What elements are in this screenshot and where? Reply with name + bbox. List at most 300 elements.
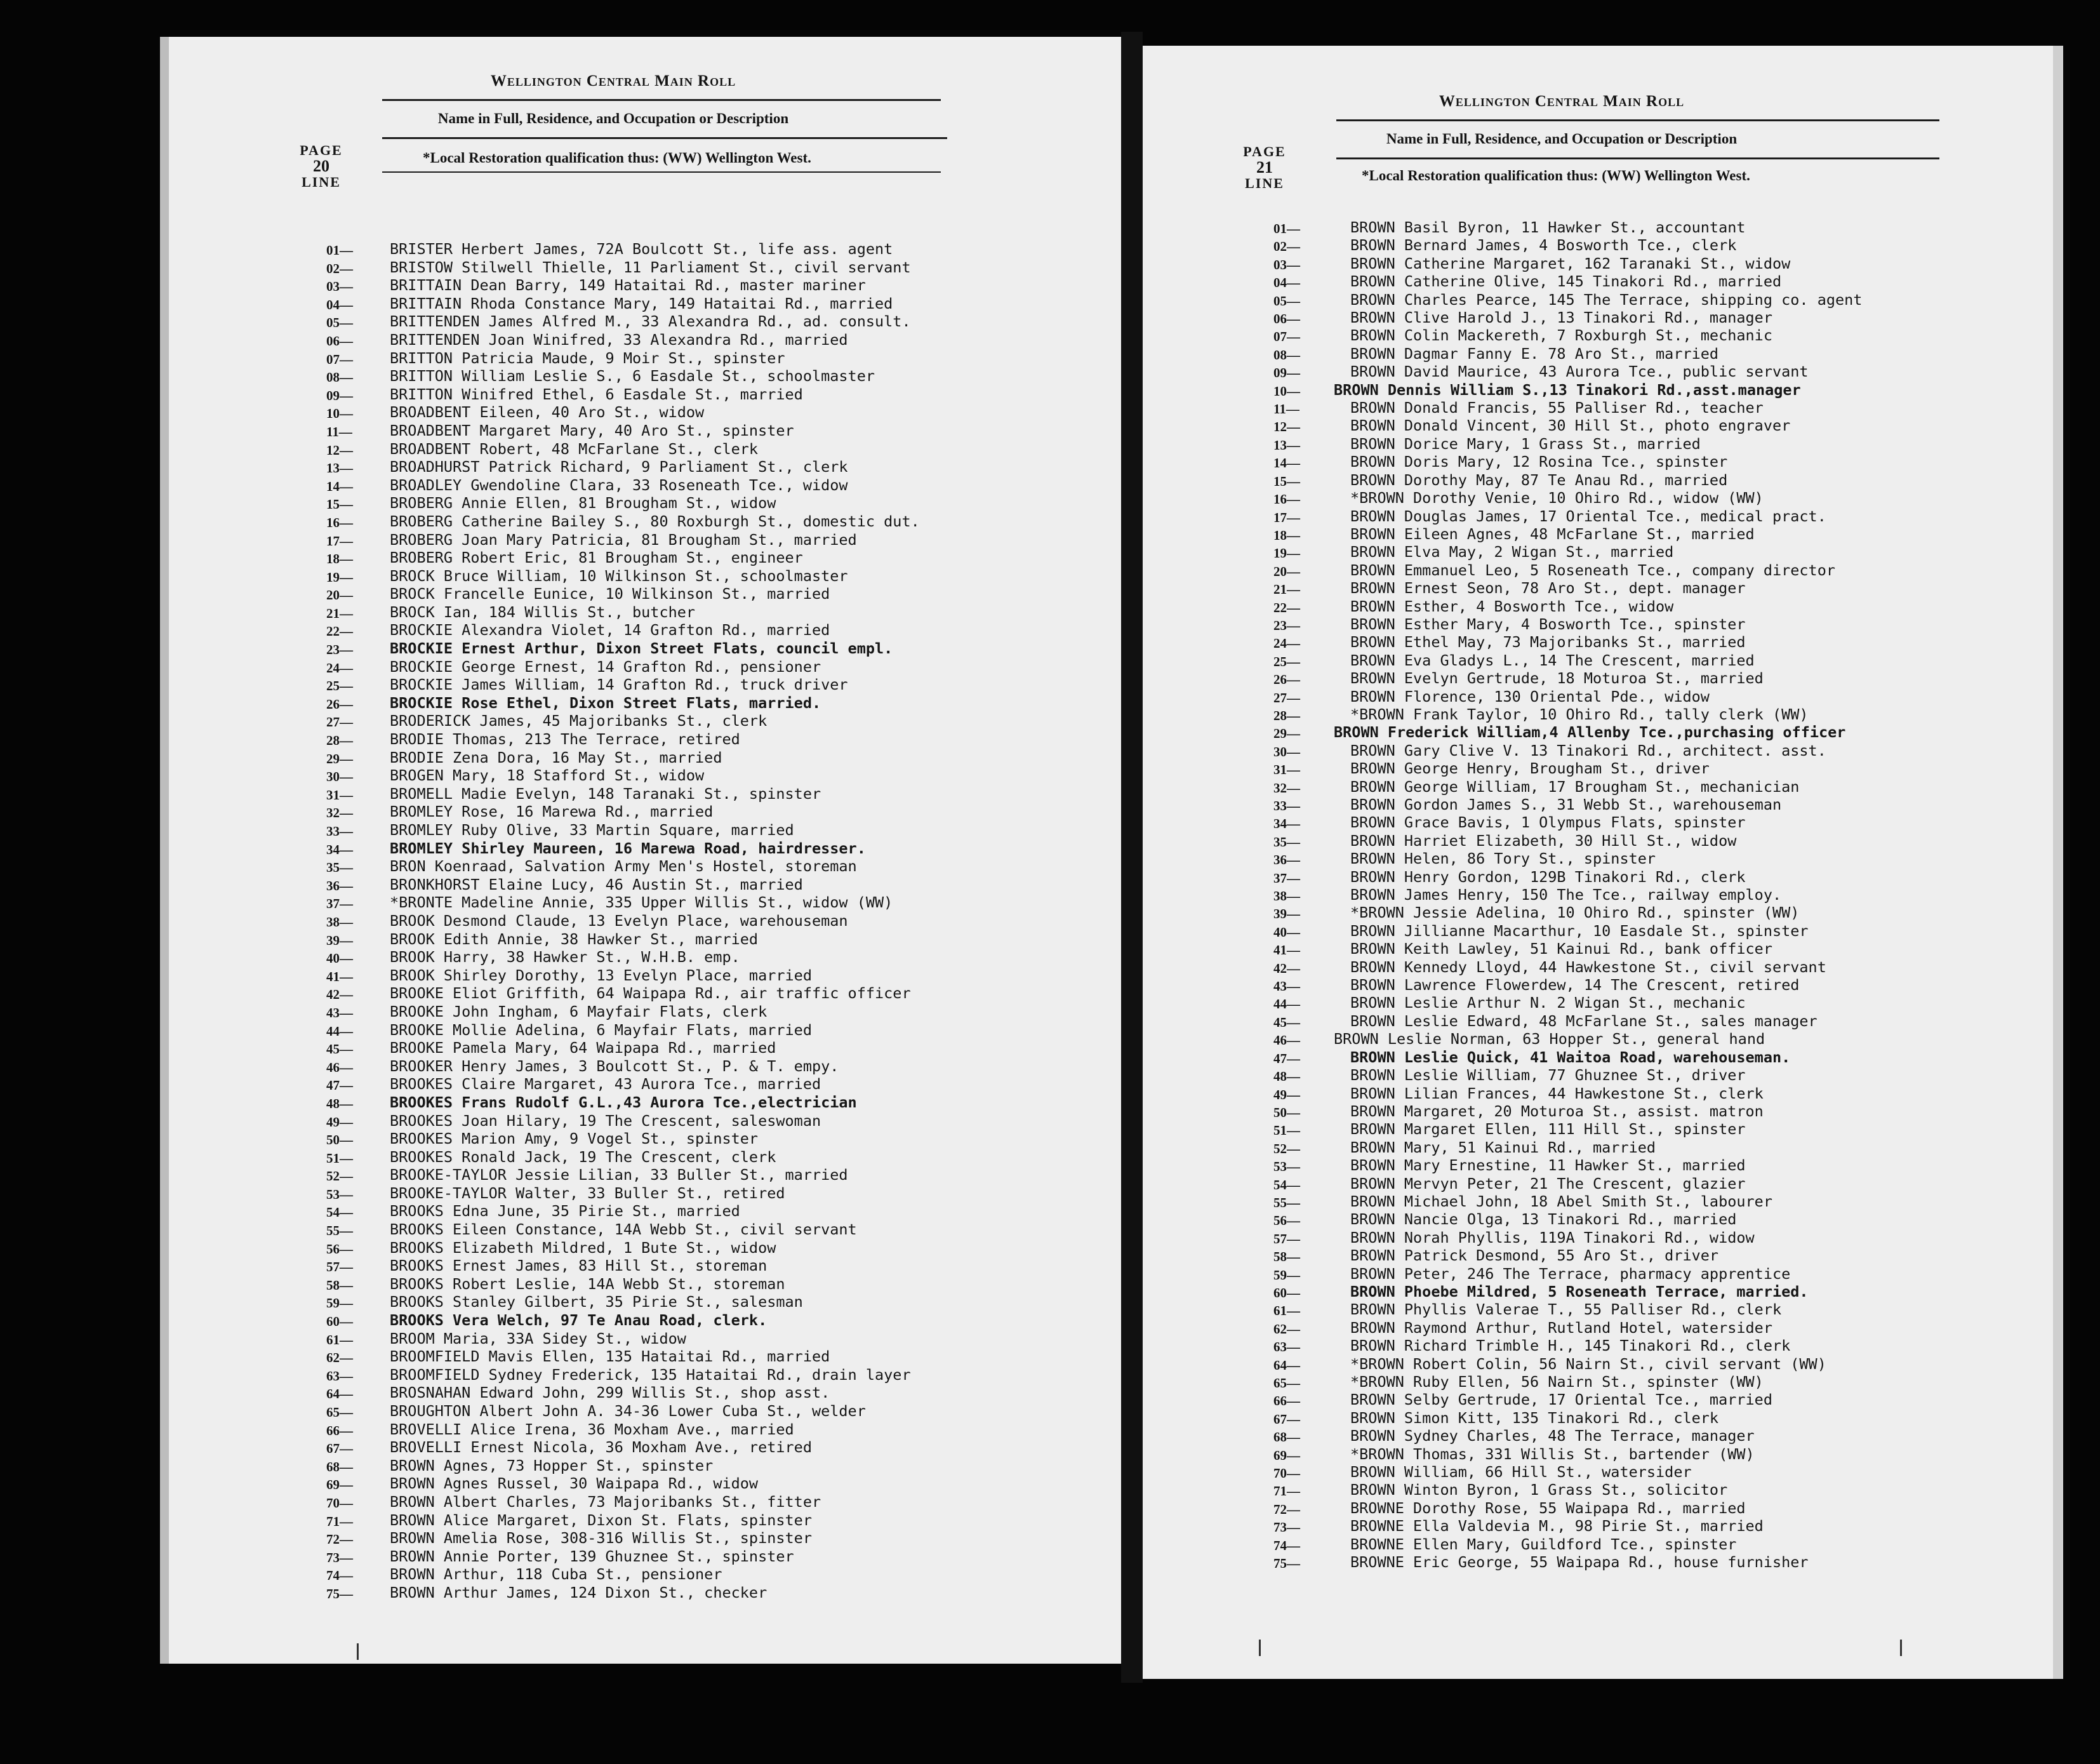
elector-entry: BROWN Selby Gertrude, 17 Oriental Tce., married xyxy=(1350,1391,1772,1409)
elector-entry: BROWN Charles Pearce, 145 The Terrace, shipping co. agent xyxy=(1350,290,1863,309)
elector-entry: BROWN Ernest Seon, 78 Aro St., dept. manager xyxy=(1350,579,1746,598)
line-number: 36— xyxy=(326,878,353,893)
line-number: 22— xyxy=(1273,599,1300,615)
elector-entry: BROADHURST Patrick Richard, 9 Parliament St., clerk xyxy=(390,458,848,476)
elector-entry: BROWN Lawrence Flowerdew, 14 The Crescent, retired xyxy=(1350,976,1800,994)
line-number: 34— xyxy=(326,841,353,857)
line-number: 74— xyxy=(326,1568,353,1584)
elector-entry: BROOKER Henry James, 3 Boulcott St., P. & T. empy. xyxy=(390,1057,839,1075)
elector-entry: BROWN James Henry, 150 The Tce., railway employ. xyxy=(1350,886,1782,904)
page-line-label xyxy=(1233,144,1296,191)
line-number: 31— xyxy=(326,787,353,803)
elector-entry: BROWN Simon Kitt, 135 Tinakori Rd., clerk xyxy=(1350,1408,1719,1427)
elector-entry: BROUGHTON Albert John A. 34-36 Lower Cuba St., welder xyxy=(390,1402,866,1420)
line-number: 25— xyxy=(1273,653,1300,669)
elector-entry: BROWN Mervyn Peter, 21 The Crescent, glazier xyxy=(1350,1174,1746,1193)
line-number: 59— xyxy=(1273,1267,1300,1283)
elector-entry: BRITTON William Leslie S., 6 Easdale St., schoolmaster xyxy=(390,367,875,385)
elector-entry: BROWNE Eric George, 55 Waipapa Rd., house furnisher xyxy=(1350,1553,1809,1572)
line-number: 33— xyxy=(1273,798,1300,813)
elector-entry: BROADBENT Robert, 48 McFarlane St., clerk xyxy=(390,439,759,458)
line-number: 46— xyxy=(326,1059,353,1075)
elector-entries xyxy=(1334,218,1863,1572)
elector-entries xyxy=(390,240,920,1602)
line-number: 14— xyxy=(1273,455,1300,471)
line-number: 64— xyxy=(326,1386,353,1402)
line-number: 46— xyxy=(1273,1032,1300,1048)
elector-entry: *BROWN Thomas, 331 Willis St., bartender (WW) xyxy=(1350,1445,1755,1463)
elector-entry: BROBERG Robert Eric, 81 Brougham St., engineer xyxy=(390,549,803,567)
restoration-note: *Local Restoration qualification thus: (WW) Wellington West. xyxy=(1362,168,1750,184)
line-number: 42— xyxy=(1273,960,1300,976)
line-number: 44— xyxy=(1273,996,1300,1012)
elector-entry: BRITTON Winifred Ethel, 6 Easdale St., married xyxy=(390,385,803,403)
line-number: 02— xyxy=(1273,239,1300,255)
line-number: 17— xyxy=(1273,509,1300,525)
line-number: 63— xyxy=(1273,1339,1300,1355)
line-number: 41— xyxy=(1273,942,1300,958)
line-number: 68— xyxy=(1273,1429,1300,1445)
line-number: 13— xyxy=(326,460,353,476)
elector-entry: BRITTENDEN Joan Winifred, 33 Alexandra Rd., married xyxy=(390,330,848,349)
line-number: 54— xyxy=(326,1205,353,1220)
line-number: 62— xyxy=(1273,1321,1300,1337)
elector-entry: BROWN George William, 17 Brougham St., mechanician xyxy=(1350,777,1800,796)
line-number: 40— xyxy=(1273,924,1300,940)
elector-entry: BROGEN Mary, 18 Stafford St., widow xyxy=(390,766,705,785)
roll-page-21 xyxy=(1143,46,2063,1679)
elector-entry: BROWN Bernard James, 4 Bosworth Tce., clerk xyxy=(1350,236,1737,255)
line-number: 69— xyxy=(326,1477,353,1493)
line-number: 18— xyxy=(1273,527,1300,543)
elector-entry: BROWN Winton Byron, 1 Grass St., solicitor xyxy=(1350,1481,1728,1499)
line-number: 09— xyxy=(326,387,353,403)
elector-entry: BRISTOW Stilwell Thielle, 11 Parliament St., civil servant xyxy=(390,258,911,276)
elector-entry: BROWN Elva May, 2 Wigan St., married xyxy=(1350,543,1674,561)
line-number: 44— xyxy=(326,1023,353,1039)
line-number: 65— xyxy=(326,1405,353,1420)
line-number: 75— xyxy=(1273,1556,1300,1572)
line-number: 24— xyxy=(326,660,353,676)
line-number: 19— xyxy=(1273,545,1300,561)
line-number: 67— xyxy=(1273,1411,1300,1427)
elector-entry: BROWN Richard Trimble H., 145 Tinakori Rd., clerk xyxy=(1350,1337,1791,1355)
elector-entry: BROMLEY Shirley Maureen, 16 Marewa Road, hairdresser. xyxy=(390,839,866,857)
elector-entry: *BRONTE Madeline Annie, 335 Upper Willis St., widow (WW) xyxy=(390,893,893,912)
line-number: 02— xyxy=(326,260,353,276)
line-number: 13— xyxy=(1273,437,1300,453)
elector-entry: BROWN Lilian Frances, 44 Hawkestone St., clerk xyxy=(1350,1084,1764,1102)
elector-entry: BROWN Catherine Margaret, 162 Taranaki St., widow xyxy=(1350,254,1791,272)
elector-entry: BROCK Bruce William, 10 Wilkinson St., schoolmaster xyxy=(390,566,848,585)
elector-entry: BROCK Francelle Eunice, 10 Wilkinson St., married xyxy=(390,585,830,603)
elector-entry: BROWN Arthur, 118 Cuba St., pensioner xyxy=(390,1565,722,1584)
header-rule xyxy=(1336,157,1939,159)
line-number: 42— xyxy=(326,987,353,1003)
line-number: 16— xyxy=(326,514,353,530)
elector-entry: BRITTAIN Dean Barry, 149 Hataitai Rd., master mariner xyxy=(390,276,866,295)
elector-entry: BROWN Michael John, 18 Abel Smith St., labourer xyxy=(1350,1192,1772,1210)
elector-entry: BROWN George Henry, Brougham St., driver xyxy=(1350,759,1710,778)
elector-entry: BROOKES Joan Hilary, 19 The Crescent, saleswoman xyxy=(390,1111,821,1130)
line-number: 48— xyxy=(326,1095,353,1111)
line-number: 23— xyxy=(1273,617,1300,633)
line-number: 07— xyxy=(1273,329,1300,345)
line-number: 01— xyxy=(1273,221,1300,236)
elector-entry: BROWN Keith Lawley, 51 Kainui Rd., bank officer xyxy=(1350,940,1772,958)
elector-entry: *BROWN Ruby Ellen, 56 Nairn St., spinster (WW) xyxy=(1350,1373,1764,1391)
elector-entry: BROWN Eileen Agnes, 48 McFarlane St., married xyxy=(1350,525,1755,543)
line-number: 66— xyxy=(1273,1393,1300,1409)
line-number: 22— xyxy=(326,624,353,639)
elector-entry: BROWN Alice Margaret, Dixon St. Flats, spinster xyxy=(390,1511,812,1529)
line-number: 53— xyxy=(1273,1159,1300,1175)
line-number: 58— xyxy=(326,1277,353,1293)
line-number: 04— xyxy=(1273,275,1300,291)
elector-entry: BROWN Doris Mary, 12 Rosina Tce., spinster xyxy=(1350,453,1728,471)
elector-entry: BROADLEY Gwendoline Clara, 33 Roseneath Tce., widow xyxy=(390,476,848,494)
elector-entry: BROADBENT Eileen, 40 Aro St., widow xyxy=(390,403,705,422)
line-number: 24— xyxy=(1273,636,1300,651)
line-number: 73— xyxy=(1273,1520,1300,1535)
elector-entry: BROWN Evelyn Gertrude, 18 Moturoa St., married xyxy=(1350,669,1764,688)
line-number: 56— xyxy=(326,1241,353,1257)
line-number: 71— xyxy=(326,1513,353,1529)
line-number: 71— xyxy=(1273,1483,1300,1499)
elector-entry: BROOKES Frans Rudolf G.L.,43 Aurora Tce.,electrician xyxy=(390,1093,857,1111)
header-rule xyxy=(382,99,941,101)
line-number: 67— xyxy=(326,1441,353,1457)
line-number: 45— xyxy=(1273,1014,1300,1030)
line-number: 21— xyxy=(326,605,353,621)
line-number: 35— xyxy=(1273,834,1300,850)
line-number: 30— xyxy=(326,769,353,785)
line-number: 17— xyxy=(326,533,353,549)
line-number: 18— xyxy=(326,551,353,567)
elector-entry: BROBERG Joan Mary Patricia, 81 Brougham St., married xyxy=(390,530,857,549)
line-number: 03— xyxy=(1273,257,1300,272)
page-number: 21 xyxy=(1256,158,1273,177)
elector-entry: BROWN Agnes, 73 Hopper St., spinster xyxy=(390,1456,714,1474)
elector-entry: BROCKIE George Ernest, 14 Grafton Rd., pensioner xyxy=(390,657,821,676)
elector-entry: BROWN Harriet Elizabeth, 30 Hill St., widow xyxy=(1350,831,1737,850)
elector-entry: BRITTAIN Rhoda Constance Mary, 149 Hataitai Rd., married xyxy=(390,294,893,312)
line-number: 69— xyxy=(1273,1447,1300,1463)
page-mark xyxy=(1900,1640,1902,1656)
elector-entry: BROMLEY Ruby Olive, 33 Martin Square, married xyxy=(390,821,794,839)
line-number: 68— xyxy=(326,1459,353,1474)
elector-entry: BROWN Leslie Arthur N. 2 Wigan St., mechanic xyxy=(1350,994,1746,1012)
line-number: 70— xyxy=(326,1495,353,1511)
line-number-column xyxy=(326,241,353,1603)
line-number: 10— xyxy=(326,406,353,422)
line-number: 11— xyxy=(1273,401,1299,417)
elector-entry: BROWN Amelia Rose, 308-316 Willis St., spinster xyxy=(390,1529,812,1547)
elector-entry: BROWN David Maurice, 43 Aurora Tce., public servant xyxy=(1350,363,1809,381)
line-number: 09— xyxy=(1273,365,1300,381)
elector-entry: BROBERG Annie Ellen, 81 Brougham St., widow xyxy=(390,494,776,512)
line-number: 36— xyxy=(1273,852,1300,868)
line-number: 59— xyxy=(326,1295,353,1311)
elector-entry: *BROWN Frank Taylor, 10 Ohiro Rd., tally clerk (WW) xyxy=(1350,705,1809,723)
line-number: 56— xyxy=(1273,1213,1300,1229)
line-number: 52— xyxy=(326,1168,353,1184)
elector-entry: BROWN Sydney Charles, 48 The Terrace, manager xyxy=(1350,1427,1755,1445)
elector-entry: BROWN Esther Mary, 4 Bosworth Tce., spinster xyxy=(1350,615,1746,633)
book-gutter xyxy=(1121,32,1143,1683)
elector-entry: BROWN Eva Gladys L., 14 The Crescent, married xyxy=(1350,651,1755,669)
elector-entry: BROOKE-TAYLOR Jessie Lilian, 33 Buller St., married xyxy=(390,1166,848,1184)
line-number: 74— xyxy=(1273,1537,1300,1553)
elector-entry: BROWN Margaret, 20 Moturoa St., assist. matron xyxy=(1350,1102,1764,1120)
elector-entry: BROWN Leslie Norman, 63 Hopper St., general hand xyxy=(1334,1030,1765,1048)
line-number: 05— xyxy=(326,315,353,331)
elector-entry: BROWN Henry Gordon, 129B Tinakori Rd., clerk xyxy=(1350,867,1746,886)
line-number: 38— xyxy=(1273,888,1300,904)
line-number: 03— xyxy=(326,279,353,295)
page-mark xyxy=(357,1643,359,1660)
elector-entry: BROOMFIELD Sydney Frederick, 135 Hataitai Rd., drain layer xyxy=(390,1365,911,1384)
elector-entry: BROWN Mary, 51 Kainui Rd., married xyxy=(1350,1138,1656,1156)
elector-entry: BROOKS Stanley Gilbert, 35 Pirie St., salesman xyxy=(390,1293,803,1311)
line-number: 28— xyxy=(1273,707,1300,723)
line-number: 05— xyxy=(1273,293,1300,309)
line-number: 32— xyxy=(1273,780,1300,796)
elector-entry: *BROWN Dorothy Venie, 10 Ohiro Rd., widow (WW) xyxy=(1350,489,1764,507)
line-number: 31— xyxy=(1273,762,1300,778)
line-number: 20— xyxy=(326,587,353,603)
line-number: 61— xyxy=(326,1332,353,1347)
elector-entry: BROWN Raymond Arthur, Rutland Hotel, watersider xyxy=(1350,1318,1772,1337)
restoration-note: *Local Restoration qualification thus: (WW) Wellington West. xyxy=(423,150,811,166)
line-number: 28— xyxy=(326,733,353,749)
elector-entry: BROCKIE Rose Ethel, Dixon Street Flats, married. xyxy=(390,693,821,712)
roll-page-20 xyxy=(160,37,1121,1664)
elector-entry: BROMELL Madie Evelyn, 148 Taranaki St., spinster xyxy=(390,784,821,803)
elector-entry: BROWN Albert Charles, 73 Majoribanks St., fitter xyxy=(390,1492,821,1511)
elector-entry: BROOM Maria, 33A Sidey St., widow xyxy=(390,1329,686,1347)
line-number: 52— xyxy=(1273,1140,1300,1156)
elector-entry: BRITTENDEN James Alfred M., 33 Alexandra Rd., ad. consult. xyxy=(390,312,911,331)
roll-title: Wellington Central Main Roll xyxy=(1439,93,1685,110)
line-number: 06— xyxy=(1273,311,1300,327)
line-number: 37— xyxy=(326,896,353,912)
elector-entry: BROOKS Elizabeth Mildred, 1 Bute St., widow xyxy=(390,1238,776,1257)
elector-entry: BROVELLI Ernest Nicola, 36 Moxham Ave., retired xyxy=(390,1438,812,1457)
line-number: 72— xyxy=(1273,1501,1300,1517)
elector-entry: BROWN Florence, 130 Oriental Pde., widow xyxy=(1350,687,1710,705)
elector-entry: BROWN Basil Byron, 11 Hawker St., accountant xyxy=(1350,218,1746,236)
line-number: 26— xyxy=(326,696,353,712)
elector-entry: BROWN Leslie Edward, 48 McFarlane St., sales manager xyxy=(1350,1012,1818,1030)
line-number-column xyxy=(1273,220,1300,1572)
elector-entry: BRISTER Herbert James, 72A Boulcott St., life ass. agent xyxy=(390,240,893,258)
header-rule xyxy=(382,171,941,173)
line-number: 39— xyxy=(326,932,353,948)
line-number: 29— xyxy=(1273,726,1300,742)
elector-entry: BROOKES Ronald Jack, 19 The Crescent, clerk xyxy=(390,1147,776,1166)
elector-entry: BROWN Gordon James S., 31 Webb St., warehouseman xyxy=(1350,796,1782,813)
line-number: 57— xyxy=(1273,1231,1300,1246)
elector-entry: BRITTON Patricia Maude, 9 Moir St., spinster xyxy=(390,349,785,367)
elector-entry: BROWN Douglas James, 17 Oriental Tce., medical pract. xyxy=(1350,507,1826,525)
page-label: PAGE xyxy=(300,142,343,158)
line-number: 08— xyxy=(326,370,353,385)
line-number: 29— xyxy=(326,751,353,766)
line-number: 73— xyxy=(326,1549,353,1565)
line-number: 21— xyxy=(1273,582,1300,598)
line-number: 39— xyxy=(1273,906,1300,922)
line-number: 33— xyxy=(326,824,353,839)
line-number: 27— xyxy=(1273,690,1300,705)
elector-entry: BROOMFIELD Mavis Ellen, 135 Hataitai Rd., married xyxy=(390,1347,830,1366)
elector-entry: BROWN Nancie Olga, 13 Tinakori Rd., married xyxy=(1350,1210,1737,1229)
elector-entry: BROWN Donald Vincent, 30 Hill St., photo engraver xyxy=(1350,417,1791,435)
roll-title: Wellington Central Main Roll xyxy=(490,72,736,90)
elector-entry: BROOKS Eileen Constance, 14A Webb St., civil servant xyxy=(390,1220,857,1239)
line-number: 57— xyxy=(326,1259,353,1275)
elector-entry: BROWN Gary Clive V. 13 Tinakori Rd., architect. asst. xyxy=(1350,741,1826,759)
elector-entry: BROWN Peter, 246 The Terrace, pharmacy apprentice xyxy=(1350,1264,1791,1283)
elector-entry: BROWN Leslie William, 77 Ghuznee St., driver xyxy=(1350,1066,1746,1085)
line-number: 30— xyxy=(1273,744,1300,759)
line-number: 35— xyxy=(326,860,353,876)
elector-entry: BROWN Dagmar Fanny E. 78 Aro St., married xyxy=(1350,344,1719,363)
line-number: 20— xyxy=(1273,563,1300,579)
elector-entry: BRODIE Thomas, 213 The Terrace, retired xyxy=(390,730,740,749)
line-number: 70— xyxy=(1273,1466,1300,1481)
elector-entry: BROCK Ian, 184 Willis St., butcher xyxy=(390,603,696,621)
line-number: 40— xyxy=(326,951,353,966)
elector-entry: BROWN Phoebe Mildred, 5 Roseneath Terrace, married. xyxy=(1350,1282,1809,1300)
elector-entry: BROOK Shirley Dorothy, 13 Evelyn Place, married xyxy=(390,966,812,984)
line-number: 43— xyxy=(1273,979,1300,994)
elector-entry: BROWN Frederick William,4 Allenby Tce.,purchasing officer xyxy=(1334,723,1846,742)
page-mark xyxy=(1259,1640,1261,1656)
line-number: 63— xyxy=(326,1368,353,1384)
line-number: 66— xyxy=(326,1422,353,1438)
elector-entry: BROWN Mary Ernestine, 11 Hawker St., married xyxy=(1350,1156,1746,1175)
line-number: 49— xyxy=(1273,1086,1300,1102)
elector-entry: BROOKS Robert Leslie, 14A Webb St., storeman xyxy=(390,1274,785,1293)
line-number: 53— xyxy=(326,1186,353,1202)
line-number: 48— xyxy=(1273,1069,1300,1085)
line-number: 47— xyxy=(1273,1050,1300,1066)
header-rule xyxy=(382,137,947,139)
line-number: 27— xyxy=(326,714,353,730)
header-rule xyxy=(1336,119,1939,121)
elector-entry: BROOKE-TAYLOR Walter, 33 Buller St., retired xyxy=(390,1184,785,1202)
elector-entry: BROWN Ethel May, 73 Majoribanks St., married xyxy=(1350,633,1746,651)
page-number: 20 xyxy=(313,157,329,175)
elector-entry: BROWN Arthur James, 124 Dixon St., checker xyxy=(390,1583,768,1601)
elector-entry: BROOKE Pamela Mary, 64 Waipapa Rd., married xyxy=(390,1039,776,1057)
elector-entry: BROCKIE Ernest Arthur, Dixon Street Flats, council empl. xyxy=(390,639,893,658)
elector-entry: BROBERG Catherine Bailey S., 80 Roxburgh St., domestic dut. xyxy=(390,512,920,530)
line-number: 11— xyxy=(326,424,352,439)
elector-entry: BRODERICK James, 45 Majoribanks St., clerk xyxy=(390,712,768,730)
line-number: 34— xyxy=(1273,816,1300,832)
line-number: 60— xyxy=(326,1314,353,1330)
elector-entry: BROWN Grace Bavis, 1 Olympus Flats, spinster xyxy=(1350,813,1746,832)
elector-entry: BROCKIE Alexandra Violet, 14 Grafton Rd., married xyxy=(390,621,830,639)
elector-entry: *BROWN Jessie Adelina, 10 Ohiro Rd., spinster (WW) xyxy=(1350,904,1800,922)
line-number: 50— xyxy=(326,1132,353,1148)
line-number: 01— xyxy=(326,243,353,258)
elector-entry: BROOKS Vera Welch, 97 Te Anau Road, clerk. xyxy=(390,1311,768,1330)
line-number: 25— xyxy=(326,678,353,694)
elector-entry: BROWN Colin Mackereth, 7 Roxburgh St., mechanic xyxy=(1350,326,1772,345)
elector-entry: BRON Koenraad, Salvation Army Men's Hostel, storeman xyxy=(390,857,857,876)
line-number: 12— xyxy=(1273,419,1300,435)
elector-entry: BROWN Kennedy Lloyd, 44 Hawkestone St., civil servant xyxy=(1350,958,1826,976)
line-number: 15— xyxy=(1273,473,1300,489)
elector-entry: BROOKE Eliot Griffith, 64 Waipapa Rd., air traffic officer xyxy=(390,984,911,1003)
elector-entry: BROWNE Ellen Mary, Guildford Tce., spinster xyxy=(1350,1535,1737,1553)
line-number: 19— xyxy=(326,569,353,585)
elector-entry: BROWNE Ella Valdevia M., 98 Pirie St., married xyxy=(1350,1517,1764,1535)
line-number: 47— xyxy=(326,1078,353,1093)
elector-entry: BROWN Annie Porter, 139 Ghuznee St., spinster xyxy=(390,1547,794,1565)
elector-entry: BROWN Dorothy May, 87 Te Anau Rd., married xyxy=(1350,471,1728,489)
line-number: 41— xyxy=(326,968,353,984)
elector-entry: BROCKIE James William, 14 Grafton Rd., truck driver xyxy=(390,676,848,694)
line-number: 72— xyxy=(326,1532,353,1547)
page-label: PAGE xyxy=(1243,144,1286,159)
elector-entry: BROOKE Mollie Adelina, 6 Mayfair Flats, married xyxy=(390,1020,812,1039)
line-number: 15— xyxy=(326,497,353,512)
elector-entry: BROWN Dorice Mary, 1 Grass St., married xyxy=(1350,434,1701,453)
elector-entry: BROVELLI Alice Irena, 36 Moxham Ave., married xyxy=(390,1420,794,1438)
line-number: 45— xyxy=(326,1041,353,1057)
line-number: 32— xyxy=(326,805,353,821)
elector-entry: BROOKS Ernest James, 83 Hill St., storeman xyxy=(390,1257,768,1275)
line-number: 14— xyxy=(326,478,353,494)
elector-entry: BROOK Edith Annie, 38 Hawker St., married xyxy=(390,930,759,948)
page-line-label xyxy=(289,142,353,190)
elector-entry: BROSNAHAN Edward John, 299 Willis St., shop asst. xyxy=(390,1384,830,1402)
elector-entry: BROWN Jillianne Macarthur, 10 Easdale St., spinster xyxy=(1350,921,1809,940)
elector-entry: BROOKES Claire Margaret, 43 Aurora Tce., married xyxy=(390,1075,821,1093)
line-number: 06— xyxy=(326,333,353,349)
line-number: 65— xyxy=(1273,1375,1300,1391)
elector-entry: BROWN Patrick Desmond, 55 Aro St., driver xyxy=(1350,1246,1719,1265)
line-number: 26— xyxy=(1273,672,1300,688)
elector-entry: BRODIE Zena Dora, 16 May St., married xyxy=(390,748,722,766)
line-number: 38— xyxy=(326,914,353,930)
elector-entry: BROOKE John Ingham, 6 Mayfair Flats, clerk xyxy=(390,1002,768,1020)
elector-entry: BROOKES Marion Amy, 9 Vogel St., spinster xyxy=(390,1130,759,1148)
elector-entry: BROWN William, 66 Hill St., watersider xyxy=(1350,1463,1692,1481)
line-number: 62— xyxy=(326,1350,353,1366)
elector-entry: BROWN Donald Francis, 55 Palliser Rd., teacher xyxy=(1350,399,1764,417)
elector-entry: BROWN Agnes Russel, 30 Waipapa Rd., widow xyxy=(390,1474,759,1493)
line-number: 37— xyxy=(1273,870,1300,886)
elector-entry: BRONKHORST Elaine Lucy, 46 Austin St., married xyxy=(390,875,803,893)
elector-entry: BROWN Phyllis Valerae T., 55 Palliser Rd., clerk xyxy=(1350,1300,1782,1319)
line-number: 10— xyxy=(1273,383,1300,399)
column-subtitle: Name in Full, Residence, and Occupation or Description xyxy=(437,110,789,126)
elector-entry: BROWN Helen, 86 Tory St., spinster xyxy=(1350,850,1656,868)
line-number: 49— xyxy=(326,1114,353,1130)
elector-entry: BROWN Norah Phyllis, 119A Tinakori Rd., widow xyxy=(1350,1228,1755,1246)
line-number: 43— xyxy=(326,1005,353,1020)
elector-entry: BROWNE Dorothy Rose, 55 Waipapa Rd., married xyxy=(1350,1499,1746,1517)
line-number: 08— xyxy=(1273,347,1300,363)
elector-entry: BROWN Dennis William S.,13 Tinakori Rd.,asst.manager xyxy=(1334,380,1801,399)
elector-entry: BROADBENT Margaret Mary, 40 Aro St., spinster xyxy=(390,421,794,439)
line-number: 51— xyxy=(1273,1123,1300,1139)
